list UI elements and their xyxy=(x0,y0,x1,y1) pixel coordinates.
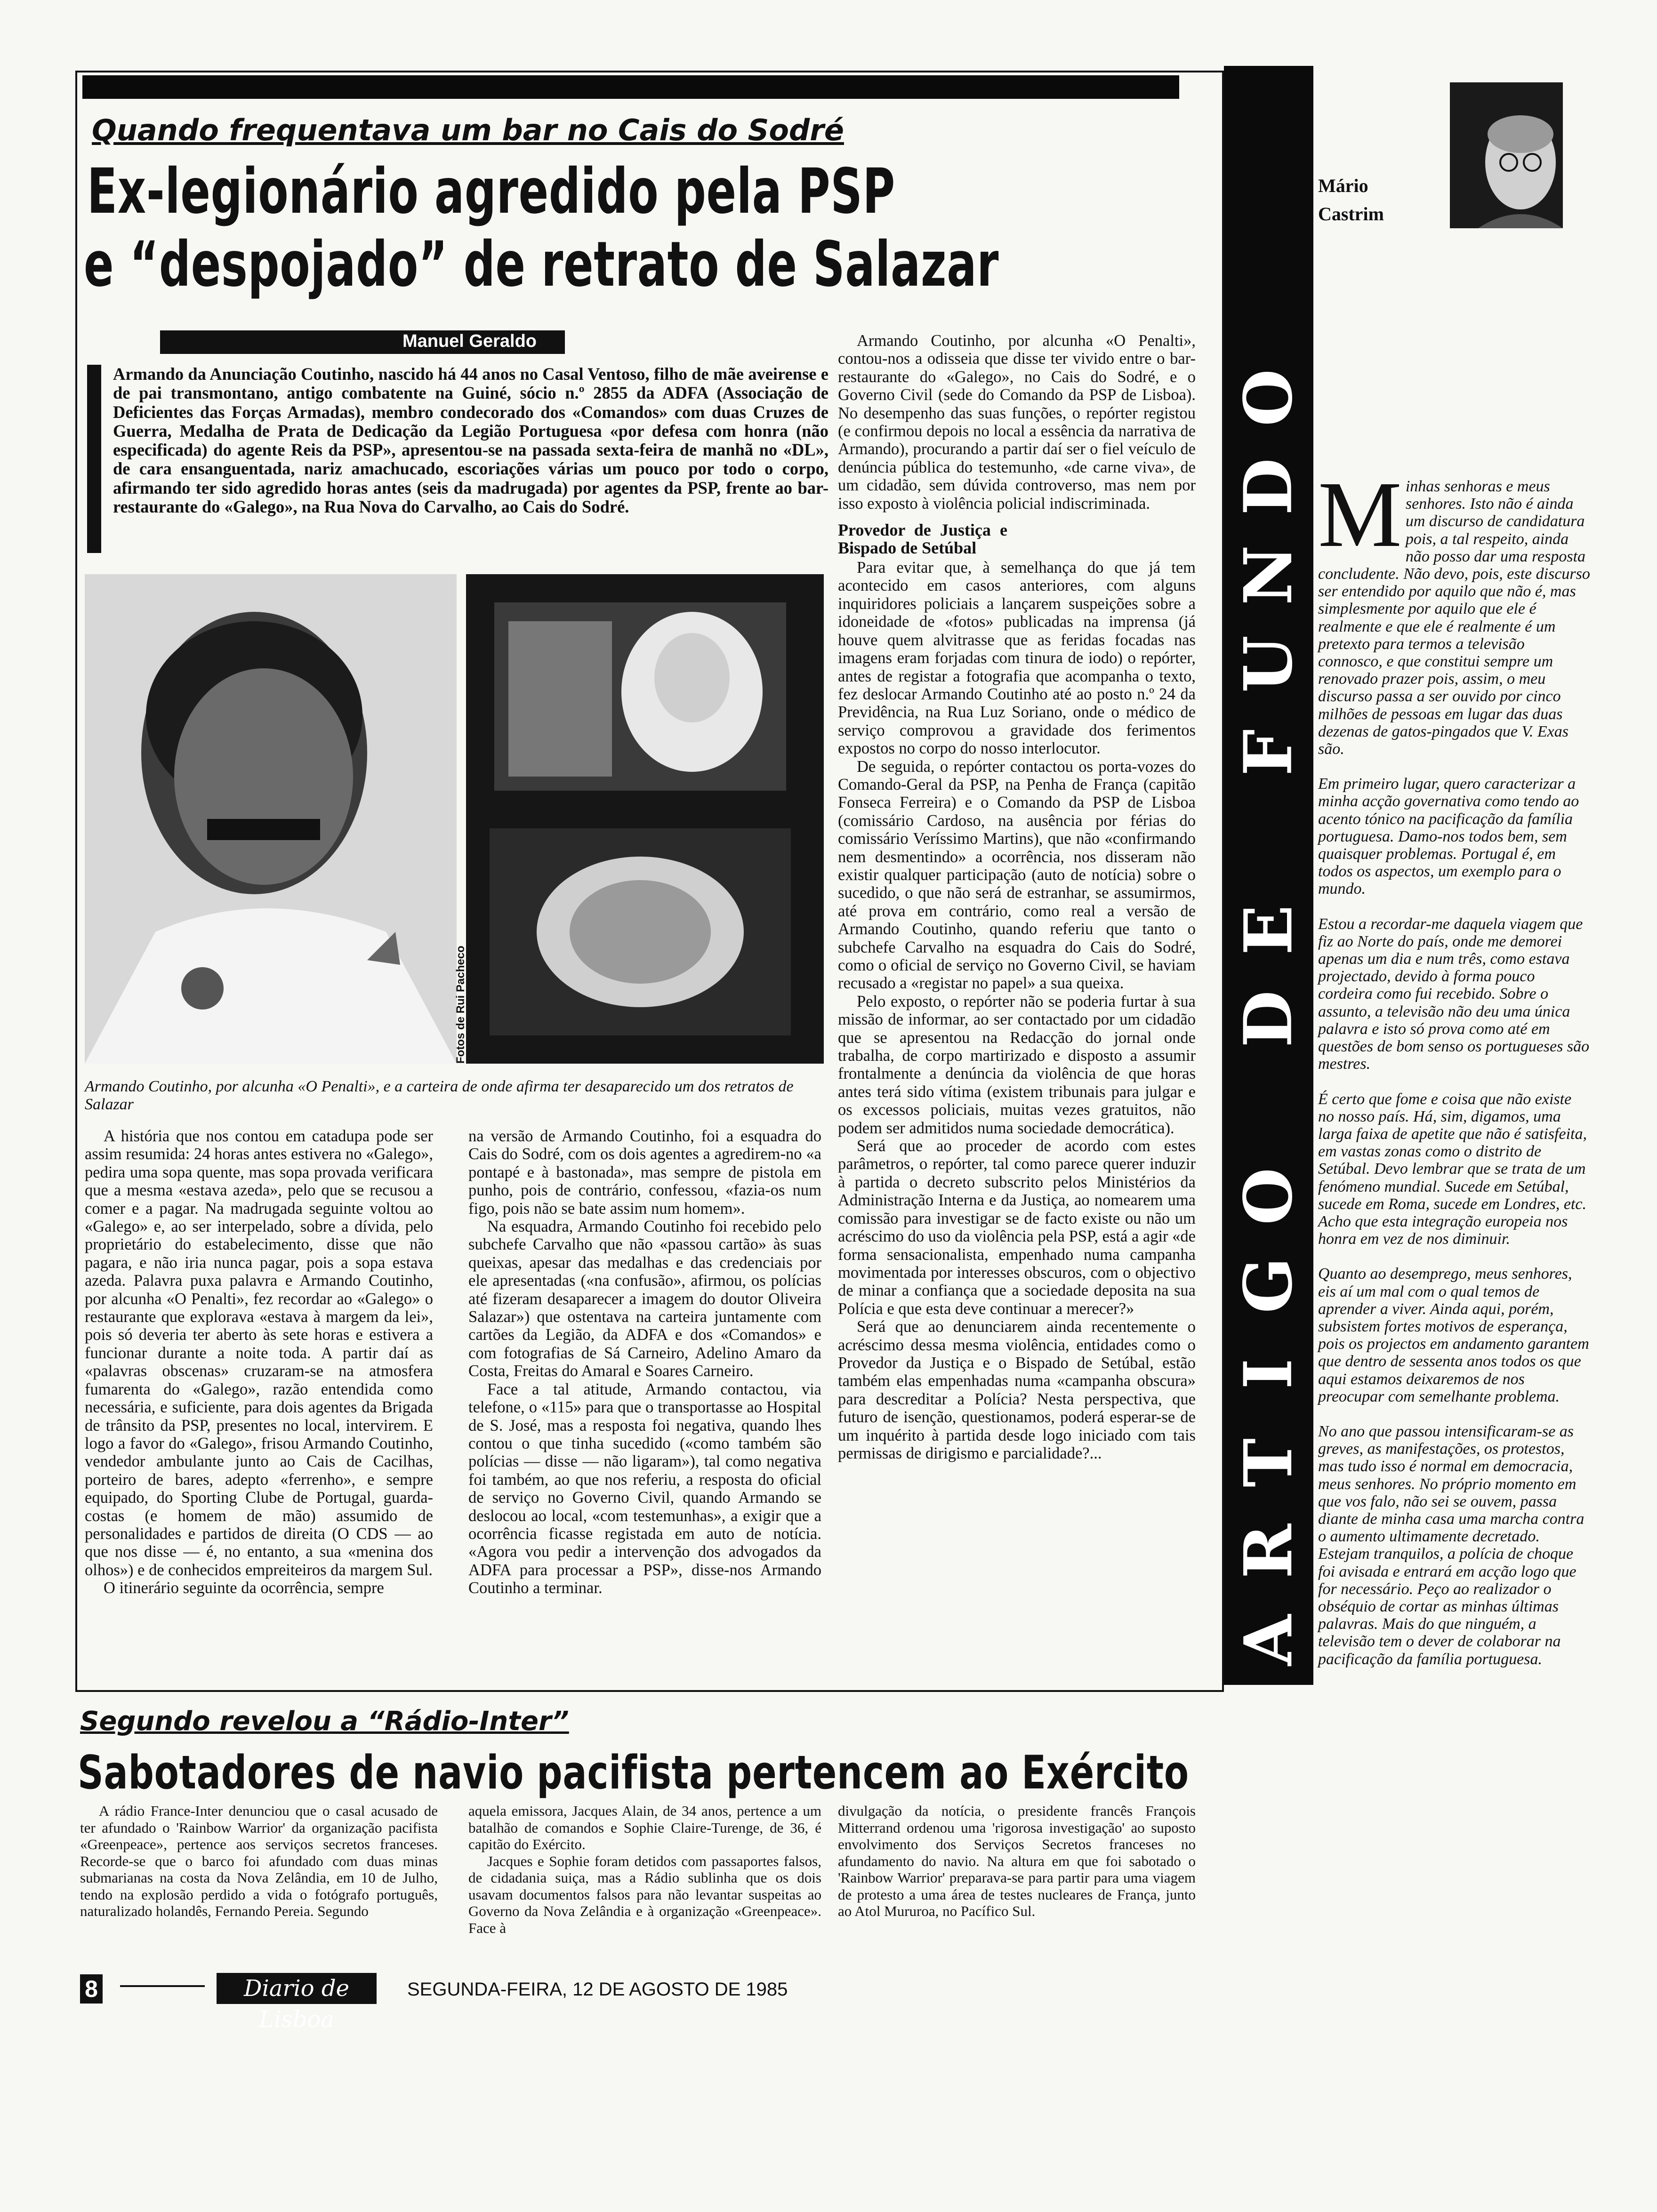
subhead: Provedor de Justiça e Bispado de Setúbal xyxy=(838,521,1007,558)
opinion-paragraph: É certo que fome e coisa que não existe no nosso país. Há, sim, digamos, uma larga faixa de apetite que não é satisfeita, em vastas zonas como o distrito de Setúbal. Devo lembrar que se trata de um fenómeno mundial. Sucede em Setúbal, sucede em Roma, sucede em Londres, etc. Acho que esta integração europeia nos honra em vez de nos diminuir. xyxy=(1318,1090,1587,1248)
article2-column-3 xyxy=(838,1803,1196,1920)
opinion-paragraph: Em primeiro lugar, quero caracterizar a minha acção governativa como tendo ao acento tónico na pacificação da família portuguesa. Damo-nos todos bem, sem quaisquer problemas. Portugal é, em todos os aspectos, um exemplo para o mundo. xyxy=(1318,775,1579,898)
wallet-photo xyxy=(466,574,824,1064)
body-paragraph: Será que ao proceder de acordo com estes parâmetros, o repórter, tal como parece querer induzir à partida o decreto subscrito pelos Ministérios da Administração Interna e da Justiça, ao nomearem uma comissão para investigar se de facto existe ou não um acréscimo do uso da violência pela PSP, está a agir «de forma sensacionalista, empenhado numa campanha movimentada por interesses obscuros, com o objectivo de minar a confiança que a sociedade deposita na sua Polícia e que esta deve continuar a merecer?» xyxy=(838,1137,1196,1318)
portrait-photo xyxy=(85,574,457,1064)
lead-paragraph: Armando da Anunciação Coutinho, nascido há 44 anos no Casal Ventoso, filho de mãe aveirense e de pai transmontano, antigo combatente na Guiné, sócio n.º 2855 da ADFA (Associação de Deficientes das Forças Armadas), membro condecorado dos «Comandos» com duas Cruzes de Guerra, Medalha de Prata de Dedicação da Legião Portuguesa «por defesa com honra (não especificada) do agente Reis da PSP», apresentou-se na passada sexta-feira de manhã no «DL», de cara ensanguentada, nariz amachucado, escoriações várias um pouco por todo o corpo, afirmando ter sido agredido horas antes (seis da madrugada) por agentes da PSP, frente ao bar-restaurante do «Galego», na Rua Nova do Carvalho, ao Cais do Sodré. xyxy=(113,364,828,517)
body-paragraph: divulgação da notícia, o presidente francês François Mitterrand ordenou uma 'rigorosa investigação' ao suposto envolvimento dos Serviços Secretos franceses no afundamento do navio. Na altura em que foi sabotado o 'Rainbow Warrior' preparava-se para partir para uma viagem de protesto a uma área de testes nucleares de França, junto ao Atol Mururoa, no Pacífico Sul. xyxy=(838,1803,1196,1919)
body-paragraph: Jacques e Sophie foram detidos com passaportes falsos, de cidadania suiça, mas a Rádio sublinha que os dois usavam documentos falsos para não levantar suspeitas ao Governo da Nova Zelândia e à organização «Greenpeace». Face à xyxy=(468,1852,821,1936)
section-letter: O xyxy=(1230,1168,1307,1226)
body-paragraph: na versão de Armando Coutinho, foi a esquadra do Cais do Sodré, com os dois agentes a agredirem-no «a pontapé e à bastonada», mas sempre de pistola em punho, pois de contrário, confessou, «fazia-os num figo, pois não se bate assim num homem». xyxy=(468,1127,821,1218)
section-letter: D xyxy=(1230,990,1307,1048)
byline: Manuel Geraldo xyxy=(160,330,565,354)
opinion-column xyxy=(1318,463,1591,1685)
section-letter: A xyxy=(1230,1614,1307,1666)
masthead-logo: Diario de Lisboa xyxy=(217,1973,377,2004)
section-letter: R xyxy=(1230,1524,1307,1579)
body-paragraph: Armando Coutinho, por alcunha «O Penalti», contou-nos a odisseia que disse ter vivido entre o bar-restaurante do «Galego», no Cais do Sodré, e o Governo Civil (sede do Comando da PSP de Lisboa). No desempenho das suas funções, o repórter registou (e confirmou depois no local a essência da narrativa de Armando), procurando a partir daí ser o fiel veículo de denúncia pública do testemunho, «de carne viva», de um cidadão, sem dúvida controverso, mas nem por isso exposto à violência policial indiscriminada. xyxy=(838,332,1196,513)
body-column-2 xyxy=(468,1127,821,1597)
portrait-illustration xyxy=(85,574,457,1064)
section-letter: G xyxy=(1230,1257,1307,1314)
page-number: 8 xyxy=(80,1974,103,2004)
section-letter: F xyxy=(1230,729,1307,776)
body-column-1 xyxy=(85,1127,433,1597)
article2-kicker: Segundo revelou a “Rádio-Inter” xyxy=(80,1706,569,1737)
body-paragraph: O itinerário seguinte da ocorrência, sempre xyxy=(104,1579,384,1597)
body-paragraph: Para evitar que, à semelhança do que já tem acontecido em casos anteriores, com alguns inquiridores policiais a lançarem suspeições sobre a idoneidade de «fotos» publicadas na imprensa (já houve quem alvitrasse que as feridas focadas nas imagens eram forjadas com tinura de iodo) o repórter, antes de registar a fotografia que acompanha o texto, fez deslocar Armando Coutinho até ao posto n.º 24 da Previdência, na Rua Luz Soriano, onde o médico de serviço comprovou a gravidade dos ferimentos expostos no corpo do nosso interlocutor. xyxy=(838,559,1196,758)
body-paragraph: Na esquadra, Armando Coutinho foi recebido pelo subchefe Carvalho que não «passou cartão» às suas queixas, apesar das medalhas e das credenciais por ele apresentadas («na confusão», afirmou, os polícias até fizeram desaparecer a imagem do doutor Oliveira Salazar») que ostentava na carteira juntamente com cartões da Legião, da ADFA e dos «Comandos» e com fotografias de Sá Carneiro, Adelino Amaro da Costa, Freitas do Amaral e Soares Carneiro. xyxy=(468,1218,821,1380)
photo-caption: Armando Coutinho, por alcunha «O Penalti», e a carteira de onde afirma ter desaparecido um dos retratos de Salazar xyxy=(85,1078,794,1113)
body-paragraph: A história que nos contou em catadupa pode ser assim resumida: 24 horas antes estivera no «Galego», pedira uma sopa quente, mas sopa provada verificara que a mesma «estava azeda», pelo que se recusou a comer e a pagar. Na madrugada seguinte voltou ao «Galego» e, ao ser interpelado, sobre a dívida, pelo proprietário do estabelecimento, disse que não pagara, e não iria nunca pagar, pois a sopa estava azeda. Palavra puxa palavra e Armando Coutinho, por alcunha «O Penalti», fez recordar ao «Galego» o restaurante que explorava «estava à margem da lei», pois só deveria ter aberto às sete horas e estivera a funcionar durante a noite toda. A partir daí as «palavras obscenas» cruzaram-se na atmosfera fumarenta do «Galego», razão entendida como necessária, e suficiente, para dois agentes da Brigada de trânsito da PSP, presentes no local, intervirem. E logo a favor do «Galego», frisou Armando Coutinho, vendedor ambulante junto ao Cais de Cacilhas, porteiro de bares, adepto «ferrenho», e sempre equipado, do Sporting Clube de Portugal, guarda-costas (e homem de mão) assumido de personalidades e partidos de direita (O CDS — ao que nos disse — é, no entanto, a sua «menina dos olhos») e de conhecidos empreiteiros da margem Sul. xyxy=(85,1127,433,1579)
footer-date: SEGUNDA-FEIRA, 12 DE AGOSTO DE 1985 xyxy=(407,1979,788,2000)
section-letter: E xyxy=(1230,905,1307,955)
article2-column-1 xyxy=(80,1803,438,1920)
body-paragraph: aquela emissora, Jacques Alain, de 34 anos, pertence a um batalhão de comandos e Sophie Claire-Turenge, de 36, é capitão do Exército. xyxy=(468,1803,821,1852)
section-letter: U xyxy=(1230,635,1307,693)
opinion-paragraph: inhas senhoras e meus senhores. Isto não é ainda um discurso de candidatura pois, a tal respeito, ainda não posso dar uma resposta concludente. Não devo, pois, este discurso ser entendido por aquilo que não é, mas simplesmente por aquilo que ele é realmente e que ele é realmente é um pretexto para termos a televisão connosco, e que constitui sempre um renovado prazer pois, assim, o meu discurso passa a ser ouvido por cinco milhões de pessoas em lugar das duas dezenas de gatos-pingados que V. Exas são. xyxy=(1318,478,1590,758)
author-first-name: Mário xyxy=(1318,175,1368,196)
headline-line-2: e “despojado” de retrato de Salazar xyxy=(84,228,999,301)
section-label xyxy=(1231,362,1306,1675)
drop-cap: M xyxy=(1318,463,1402,567)
author-photo xyxy=(1450,82,1563,228)
author-last-name: Castrim xyxy=(1318,203,1384,224)
author-portrait-illustration xyxy=(1450,82,1563,228)
opinion-paragraph: Estou a recordar-me daquela viagem que fiz ao Norte do país, onde me demorei apenas um dia e num três, como estava projectado, devido à forma pouco cordeira como fui recebido. Sobre o assunto, a televisão não deu uma única palavra e isto só prova como até em questões de bom senso os portugueses são mestres. xyxy=(1318,915,1590,1073)
article2-column-2 xyxy=(468,1803,821,1936)
section-letter: D xyxy=(1230,457,1307,515)
body-paragraph: De seguida, o repórter contactou os porta-vozes do Comando-Geral da PSP, na Penha de França (capitão Fonseca Ferreira) e o Comando da PSP de Lisboa (comissário Cardoso, na ausência por férias do comissário Veríssimo Martins), que não «confirmando nem desmentindo» a ocorrência, nos disseram não existir qualquer participação (auto de notícia) sobre o sucedido, o que não será de estranhar, se assumirmos, até prova em contrário, como real a versão de Armando Coutinho, quando referiu que tanto o subchefe Carvalho na esquadra do Cais do Sodré, como o oficial de serviço no Governo Civil, se haviam recusado a «registar no papel» a sua queixa. xyxy=(838,757,1196,993)
opinion-paragraph: Quanto ao desemprego, meus senhores, eis aí um mal com o qual temos de aprender a viver. Ainda aqui, porém, subsistem fortes motivos de esperança, pois os projectos em andamento garantem que dentro de sessenta anos todos os que aqui estamos deixaremos de nos preocupar com semelhante problema. xyxy=(1318,1265,1589,1405)
article2-headline: Sabotadores de navio pacifista pertencem ao Exército xyxy=(78,1746,1189,1800)
photo-credit-box xyxy=(454,946,473,1064)
section-letter: I xyxy=(1230,1358,1307,1389)
article-kicker: Quando frequentava um bar no Cais do Sodré xyxy=(92,113,844,147)
photo-credit: Fotos de Rui Pacheco xyxy=(454,946,467,1064)
author-name xyxy=(1318,172,1384,228)
section-letter: T xyxy=(1230,1438,1307,1487)
footer-rule xyxy=(120,1985,205,1987)
body-paragraph: A rádio France-Inter denunciou que o casal acusado de ter afundado o 'Rainbow Warrior' da organização pacifista «Greenpeace», pertence aos serviços secretos franceses. Recorde-se que o barco foi afundado com duas minas submarianas na costa da Nova Zelândia, em 10 de Julho, tendo na explosão perdido a vida o fotógrafo português, naturalizado holandês, Fernando Pereia. Segundo xyxy=(80,1803,438,1919)
opinion-paragraph: No ano que passou intensificaram-se as greves, as manifestações, os protestos, mas tudo isso é normal em democracia, meus senhores. No próprio momento em que vos falo, não sei se ouvem, passa diante de minha casa uma marcha contra o aumento ultimamente decretado. Estejam tranquilos, a polícia de choque foi avisada e entrará em acção logo que for necessário. Peço ao realizador o obséquio de cortar as minhas últimas palavras. Mais do que ninguém, a televisão tem o dever de colaborar na pacificação da família portuguesa. xyxy=(1318,1422,1585,1668)
body-paragraph: Pelo exposto, o repórter não se poderia furtar à sua missão de informar, ao ser contactado por um cidadão que se apresentou na Redacção do jornal onde trabalha, de corpo martirizado e disposto a assumir frontalmente a denúncia da violência de que horas antes terá sido vítima (existem tribunais para julgar e os excessos policiais, muitas vezes gratuitos, não podem ser admitidos numa sociedade democrática). xyxy=(838,992,1196,1137)
wallet-illustration xyxy=(466,574,824,1064)
body-paragraph: Face a tal atitude, Armando contactou, via telefone, o «115» para que o transportasse ao Hospital de S. José, mas a resposta foi negativa, quando lhes contou o que tinha sucedido («como também são polícias — disse — não ligaram»), tal como negativa foi também, ao que nos referiu, a resposta do oficial de serviço no Governo Civil, quando Armando se deslocou ao local, «com testemunhas», a exigir que a ocorrência ficasse registada em auto de notícia. «Agora vou pedir a intervenção dos advogados da ADFA para processar a PSP», disse-nos Armando Coutinho a terminar. xyxy=(468,1380,821,1597)
section-letter: O xyxy=(1230,369,1307,426)
headline-line-1: Ex-legionário agredido pela PSP xyxy=(87,155,895,228)
section-letter: N xyxy=(1230,545,1307,606)
lead-bar xyxy=(87,365,101,553)
body-paragraph: Será que ao denunciarem ainda recentemente o acréscimo dessa mesma violência, entidades como o Provedor da Justiça e o Bispado de Setúbal, estão também elas empenhadas numa «campanha obscura» para descreditar a Polícia? Nesta perspectiva, que futuro de isenção, questionamos, poderá esperar-se de um inquérito à partida desde logo iniciado com tais permissas de dirigismo e parcialidade?... xyxy=(838,1318,1196,1462)
body-column-3 xyxy=(838,332,1196,1462)
